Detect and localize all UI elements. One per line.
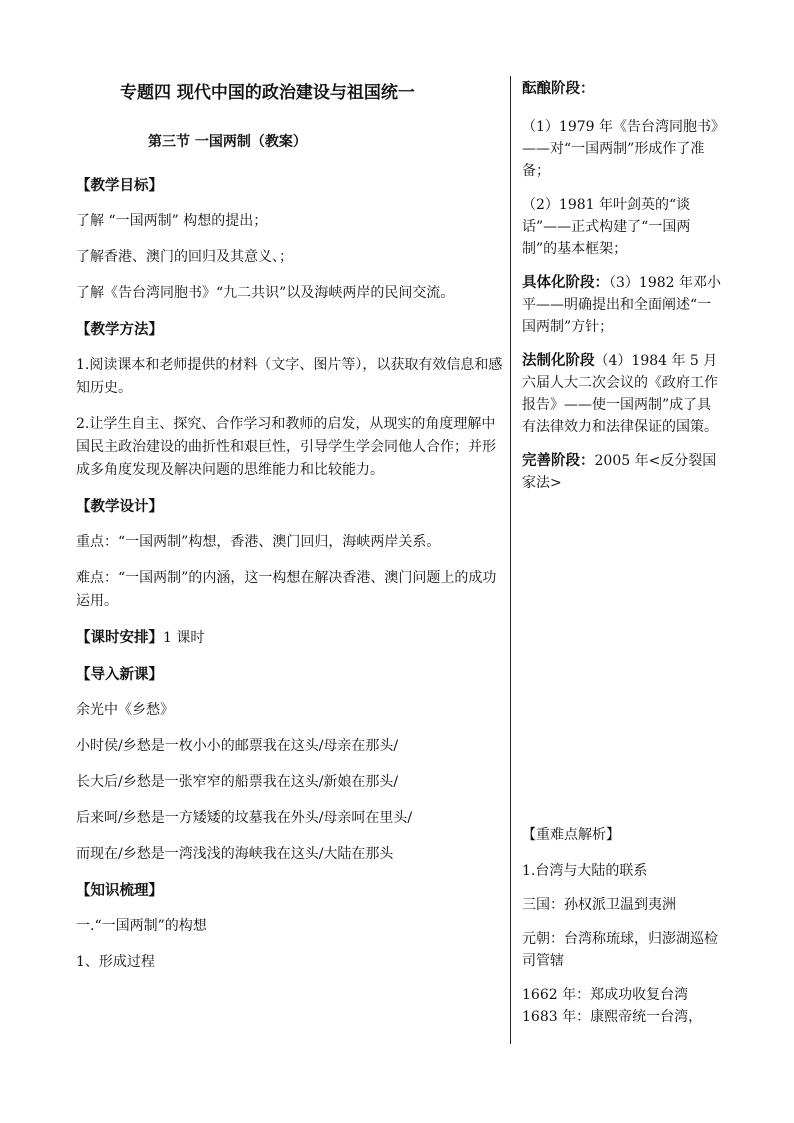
analysis-heading: 【重难点解析】: [522, 827, 620, 843]
knowledge-heading: 【知识梳理】: [76, 882, 163, 899]
stage3-heading: 法制化阶段: [522, 352, 595, 369]
stage3-paragraph: [522, 350, 722, 438]
stage2-text: （3）1982 年邓小平——明确提出和全面阐述“一国两制”方针；: [522, 275, 721, 335]
method-item: 1.阅读课本和老师提供的材料（文字、图片等），以获取有效信息和感知历史。: [76, 357, 503, 396]
stage4-text: 2005 年<反分裂国家法>: [522, 453, 717, 491]
methods-heading: 【教学方法】: [76, 321, 163, 338]
poem-title: 余光中《乡愁》: [76, 702, 174, 718]
poem-line: 而现在/乡愁是一湾浅浅的海峡我在这头/大陆在那头: [76, 846, 394, 862]
design-heading: 【教学设计】: [76, 498, 163, 515]
section-one-heading: 一.“一国两制”的构想: [76, 918, 207, 934]
objectives-heading: 【教学目标】: [76, 177, 163, 194]
objective-item: 了解 “一国两制” 构想的提出；: [76, 213, 268, 229]
schedule-line: [76, 626, 504, 650]
objective-item: 了解香港、澳门的回归及其意义、；: [76, 249, 293, 265]
stage1-heading: 酝酿阶段：: [522, 80, 595, 97]
column-divider: [510, 76, 511, 1044]
stage1-item: （2）1981 年叶剑英的“谈话”——正式构建了“一国两制”的基本框架；: [522, 197, 691, 257]
side-column: [522, 76, 722, 494]
stage4-paragraph: [522, 450, 722, 494]
poem-line: 长大后/乡愁是一张窄窄的船票我在这头/新娘在那头/: [76, 774, 399, 790]
analysis-section: [522, 824, 722, 1028]
analysis-title: 1.台湾与大陆的联系: [522, 863, 648, 879]
difficulty: 难点：“一国两制”的内涵，这一构想在解决香港、澳门问题上的成功运用。: [76, 570, 497, 609]
analysis-item: 1662 年：郑成功收复台湾: [522, 987, 689, 1003]
analysis-item: 三国：孙权派卫温到夷洲: [522, 897, 676, 913]
schedule-heading: 【课时安排】: [76, 629, 163, 646]
schedule-value: 1 课时: [163, 630, 205, 646]
main-column: [76, 76, 504, 974]
method-item: 2.让学生自主、探究、合作学习和教师的启发，从现实的角度理解中国民主政治建设的曲折性和艰巨性，引导学生学会同他人合作；并形成多角度发现及解决问题的思维能力和比较能力。: [76, 416, 496, 478]
stage2-paragraph: [522, 272, 722, 338]
page-title: 专题四 现代中国的政治建设与祖国统一: [120, 83, 415, 103]
section-one-subheading: 1、形成过程: [76, 954, 155, 970]
objective-item: 了解《告台湾同胞书》“九二共识”以及海峡两岸的民间交流。: [76, 285, 455, 301]
page-subtitle: 第三节 一国两制（教案）: [148, 134, 307, 150]
stage1-item: （1）1979 年《告台湾同胞书》——对“一国两制”形成作了准备；: [522, 119, 718, 179]
analysis-item: 元朝：台湾称琉球，归澎湖巡检司管辖: [522, 931, 718, 969]
key-point: 重点：“一国两制”构想，香港、澳门回归，海峡两岸关系。: [76, 534, 441, 550]
analysis-item: 1683 年：康熙帝统一台湾，: [522, 1009, 703, 1025]
stage3-text: （4）1984 年 5 月六届人大二次会议的《政府工作报告》——使一国两制”成了具有法律效力和法律保证的国策。: [522, 353, 718, 435]
poem-line: 小时侯/乡愁是一枚小小的邮票我在这头/母亲在那头/: [76, 738, 399, 754]
intro-heading: 【导入新课】: [76, 666, 163, 683]
stage4-heading: 完善阶段：: [522, 452, 595, 469]
stage2-heading: 具体化阶段：: [522, 274, 609, 291]
poem-line: 后来呵/乡愁是一方矮矮的坟墓我在外头/母亲呵在里头/: [76, 810, 413, 826]
